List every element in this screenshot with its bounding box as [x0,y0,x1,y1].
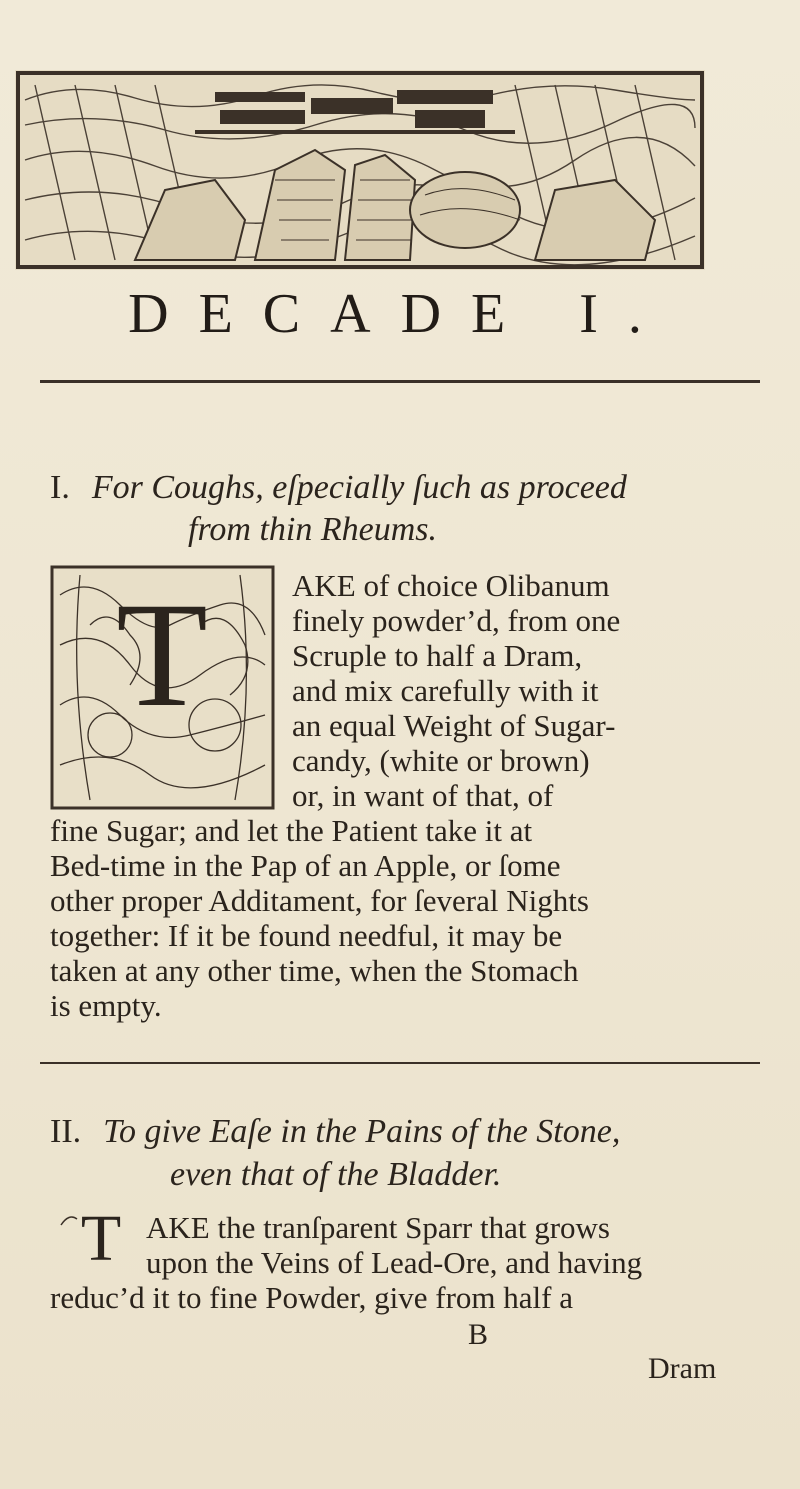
engraved-headpiece-illustration [15,70,705,270]
section-heading-2-line2: even that of the Bladder. [170,1156,502,1193]
section-number: I. [50,469,70,506]
section-2-body-line1 [146,1210,642,1280]
text-line: Bed-time in the Pap of an Apple, or ſome [50,848,561,883]
text-line: other proper Additament, for ſeveral Nights [50,883,589,918]
signature-mark: B [468,1318,489,1351]
title-divider [40,380,760,383]
section-heading-1 [50,468,627,508]
section-divider [40,1062,760,1064]
initial-letter-text: T [116,572,208,738]
section-1-body-indented [292,568,620,813]
small-initial-letter [55,1205,135,1267]
text-line: AKE the tranſparent Sparr that grows [146,1210,611,1245]
text-line: AKE of choice Olibanum [292,568,610,603]
text-line: taken at any other time, when the Stomach [50,953,579,988]
page-title: DECADE I. [128,283,672,345]
section-number: II. [50,1113,82,1150]
section-heading-2 [50,1112,620,1152]
text-line: upon the Veins of Lead-Ore, and having [146,1245,643,1280]
decorated-initial-letter [50,565,275,810]
text-line: together: If it be found needful, it may be [50,918,563,953]
text-line: and mix carefully with it [292,673,599,708]
text-line: is empty. [50,988,162,1023]
section-heading-line: To give Eaſe in the Pains of the Stone, [103,1113,621,1150]
section-1-body-full [50,813,589,1023]
section-heading-1-line2: from thin Rheums. [188,511,438,548]
text-line: or, in want of that, of [292,778,554,813]
initial-letter-text: T [80,1205,122,1267]
text-line: reduc’d it to fine Powder, give from half a [50,1280,574,1315]
catchword: Dram [648,1352,717,1385]
text-line: fine Sugar; and let the Patient take it at [50,813,533,848]
section-2-body-full [50,1280,573,1315]
text-line: candy, (white or brown) [292,743,590,778]
text-line: finely powder’d, from one [292,603,621,638]
text-line: Scruple to half a Dram, [292,638,583,673]
section-heading-line: For Coughs, eſpecially ſuch as proceed [91,469,627,506]
text-line: an equal Weight of Sugar- [292,708,616,743]
